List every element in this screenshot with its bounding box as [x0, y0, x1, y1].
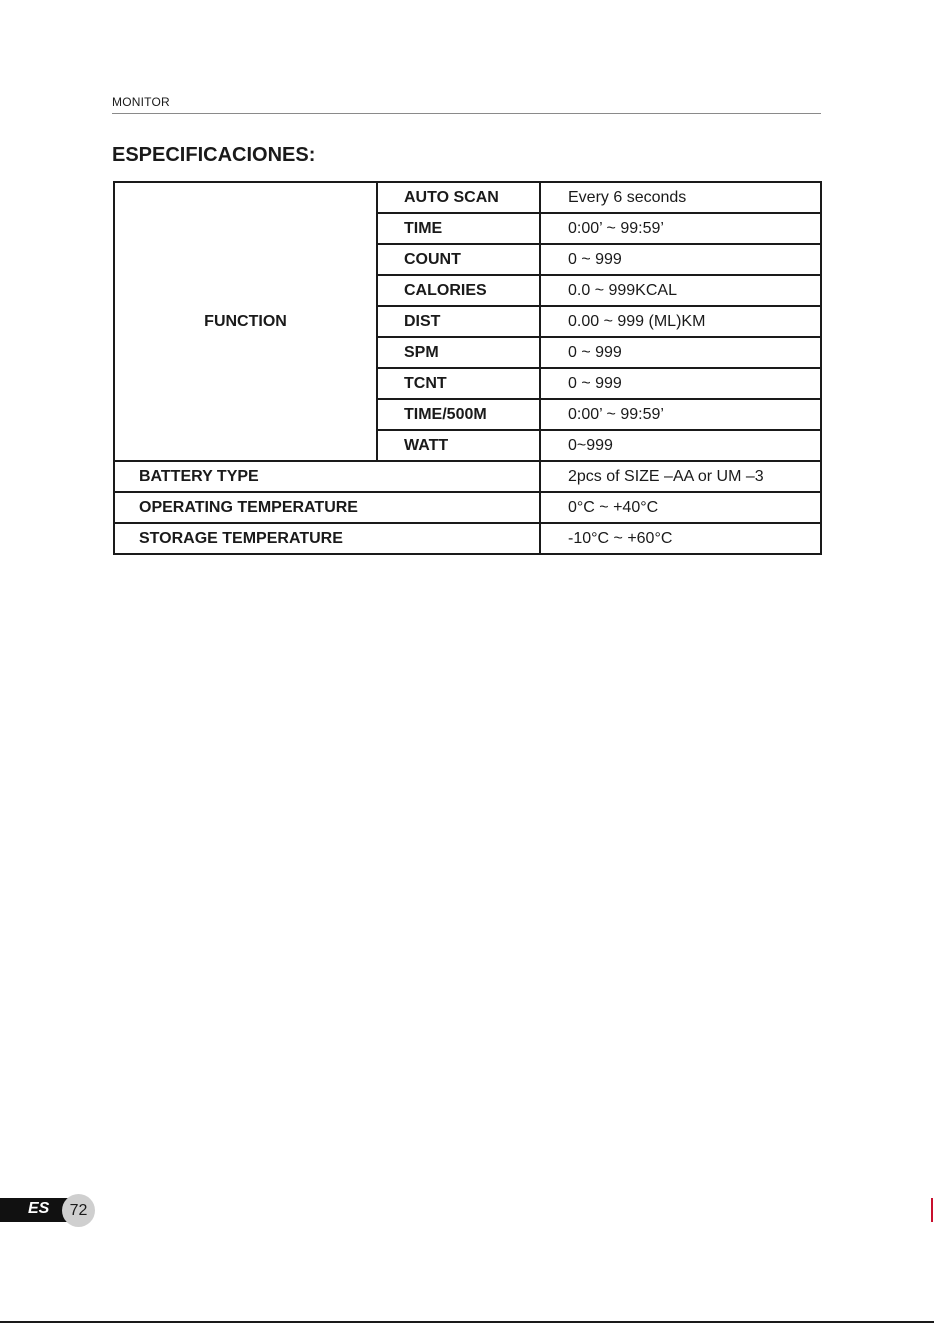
spec-value: 0.00 ~ 999 (ML)KM [540, 306, 821, 337]
spec-key: SPM [377, 337, 540, 368]
spec-key: STORAGE TEMPERATURE [114, 523, 540, 554]
spec-key: BATTERY TYPE [114, 461, 540, 492]
spec-value: 0 ~ 999 [540, 368, 821, 399]
table-row [114, 492, 821, 523]
spec-key: COUNT [377, 244, 540, 275]
spec-key: WATT [377, 430, 540, 461]
header-divider [112, 113, 821, 114]
spec-value: 0:00’ ~ 99:59’ [540, 399, 821, 430]
spec-key: TIME [377, 213, 540, 244]
spec-key: DIST [377, 306, 540, 337]
page-number: 72 [69, 1202, 88, 1219]
spec-value: 0 ~ 999 [540, 337, 821, 368]
page-title: ESPECIFICACIONES: [112, 144, 316, 166]
spec-value: 0:00’ ~ 99:59’ [540, 213, 821, 244]
section-label: MONITOR [112, 95, 170, 109]
spec-value: 0~999 [540, 430, 821, 461]
spec-value: Every 6 seconds [540, 182, 821, 213]
spec-value: 0.0 ~ 999KCAL [540, 275, 821, 306]
specifications-table [113, 181, 822, 555]
function-group-label: FUNCTION [114, 182, 377, 461]
spec-value: 2pcs of SIZE –AA or UM –3 [540, 461, 821, 492]
language-code: ES [28, 1200, 50, 1217]
spec-value: 0°C ~ +40°C [540, 492, 821, 523]
spec-value: -10°C ~ +60°C [540, 523, 821, 554]
spec-value: 0 ~ 999 [540, 244, 821, 275]
spec-key: OPERATING TEMPERATURE [114, 492, 540, 523]
table-row [114, 461, 821, 492]
spec-key: TCNT [377, 368, 540, 399]
spec-key: TIME/500M [377, 399, 540, 430]
edge-marker [931, 1198, 933, 1222]
spec-key: AUTO SCAN [377, 182, 540, 213]
table-row [114, 182, 821, 213]
spec-key: CALORIES [377, 275, 540, 306]
table-row [114, 523, 821, 554]
